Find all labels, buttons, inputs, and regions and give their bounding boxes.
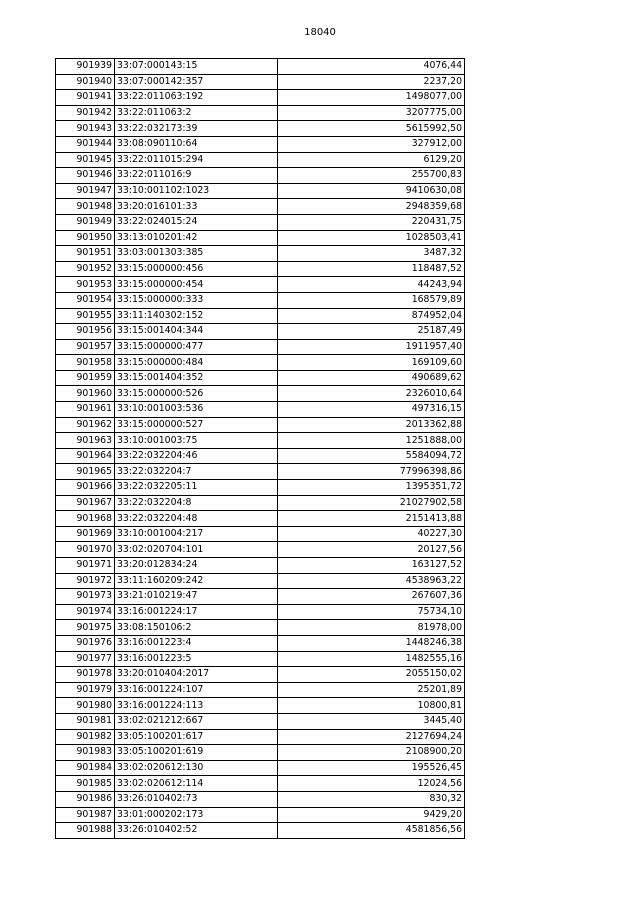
table-row <box>56 308 465 324</box>
cadastral-number-cell: 33:22:011015:294 <box>115 152 278 168</box>
amount-cell: 40227,30 <box>278 526 465 542</box>
row-id-cell: 901983 <box>56 745 115 761</box>
table-row <box>56 199 465 215</box>
amount-cell: 2326010,64 <box>278 386 465 402</box>
table-row <box>56 121 465 137</box>
table-body <box>56 59 465 839</box>
amount-cell: 490689,62 <box>278 370 465 386</box>
row-id-cell: 901959 <box>56 370 115 386</box>
row-id-cell: 901973 <box>56 589 115 605</box>
cadastral-number-cell: 33:08:090110:64 <box>115 136 278 152</box>
table-row <box>56 620 465 636</box>
table-row <box>56 729 465 745</box>
table-row <box>56 823 465 839</box>
cadastral-number-cell: 33:01:000202:173 <box>115 807 278 823</box>
table-row <box>56 480 465 496</box>
table-row <box>56 90 465 106</box>
amount-cell: 2127694,24 <box>278 729 465 745</box>
amount-cell: 267607,36 <box>278 589 465 605</box>
table-row <box>56 261 465 277</box>
row-id-cell: 901971 <box>56 558 115 574</box>
cadastral-number-cell: 33:10:001003:536 <box>115 402 278 418</box>
amount-cell: 2151413,88 <box>278 511 465 527</box>
row-id-cell: 901945 <box>56 152 115 168</box>
row-id-cell: 901956 <box>56 324 115 340</box>
amount-cell: 2237,20 <box>278 74 465 90</box>
table-row <box>56 136 465 152</box>
amount-cell: 2108900,20 <box>278 745 465 761</box>
cadastral-number-cell: 33:16:001223:5 <box>115 651 278 667</box>
cadastral-number-cell: 33:15:000000:484 <box>115 355 278 371</box>
table-row <box>56 745 465 761</box>
row-id-cell: 901958 <box>56 355 115 371</box>
row-id-cell: 901939 <box>56 59 115 75</box>
cadastral-number-cell: 33:13:010201:42 <box>115 230 278 246</box>
cadastral-number-cell: 33:21:010219:47 <box>115 589 278 605</box>
table-row <box>56 292 465 308</box>
amount-cell: 20127,56 <box>278 542 465 558</box>
table-row <box>56 168 465 184</box>
table-row <box>56 604 465 620</box>
row-id-cell: 901978 <box>56 667 115 683</box>
cadastral-number-cell: 33:22:032204:7 <box>115 464 278 480</box>
table-row <box>56 59 465 75</box>
cadastral-number-cell: 33:02:021212:667 <box>115 713 278 729</box>
amount-cell: 4076,44 <box>278 59 465 75</box>
table-row <box>56 355 465 371</box>
cadastral-number-cell: 33:16:001223:4 <box>115 635 278 651</box>
table-row <box>56 324 465 340</box>
row-id-cell: 901948 <box>56 199 115 215</box>
amount-cell: 2055150,02 <box>278 667 465 683</box>
table-row <box>56 573 465 589</box>
amount-cell: 830,32 <box>278 791 465 807</box>
row-id-cell: 901963 <box>56 433 115 449</box>
cadastral-number-cell: 33:15:001404:344 <box>115 324 278 340</box>
cadastral-number-cell: 33:22:011063:192 <box>115 90 278 106</box>
table-row <box>56 682 465 698</box>
cadastral-number-cell: 33:03:001303:385 <box>115 246 278 262</box>
row-id-cell: 901976 <box>56 635 115 651</box>
cadastral-number-cell: 33:02:020612:114 <box>115 776 278 792</box>
amount-cell: 327912,00 <box>278 136 465 152</box>
amount-cell: 1028503,41 <box>278 230 465 246</box>
cadastral-number-cell: 33:26:010402:52 <box>115 823 278 839</box>
table-row <box>56 105 465 121</box>
row-id-cell: 901970 <box>56 542 115 558</box>
amount-cell: 9429,20 <box>278 807 465 823</box>
table-row <box>56 807 465 823</box>
table-row <box>56 776 465 792</box>
table-row <box>56 74 465 90</box>
table-row <box>56 183 465 199</box>
cadastral-number-cell: 33:16:001224:107 <box>115 682 278 698</box>
amount-cell: 5584094,72 <box>278 448 465 464</box>
row-id-cell: 901977 <box>56 651 115 667</box>
table-row <box>56 698 465 714</box>
amount-cell: 25201,89 <box>278 682 465 698</box>
amount-cell: 25187,49 <box>278 324 465 340</box>
row-id-cell: 901980 <box>56 698 115 714</box>
amount-cell: 118487,52 <box>278 261 465 277</box>
amount-cell: 169109,60 <box>278 355 465 371</box>
amount-cell: 255700,83 <box>278 168 465 184</box>
amount-cell: 2948359,68 <box>278 199 465 215</box>
cadastral-number-cell: 33:20:012834:24 <box>115 558 278 574</box>
row-id-cell: 901972 <box>56 573 115 589</box>
amount-cell: 1482555,16 <box>278 651 465 667</box>
amount-cell: 497316,15 <box>278 402 465 418</box>
amount-cell: 163127,52 <box>278 558 465 574</box>
row-id-cell: 901974 <box>56 604 115 620</box>
amount-cell: 4538963,22 <box>278 573 465 589</box>
table-row <box>56 370 465 386</box>
table-row <box>56 339 465 355</box>
cadastral-number-cell: 33:20:010404:2017 <box>115 667 278 683</box>
table-row <box>56 791 465 807</box>
amount-cell: 1448246,38 <box>278 635 465 651</box>
row-id-cell: 901984 <box>56 760 115 776</box>
row-id-cell: 901950 <box>56 230 115 246</box>
table-row <box>56 402 465 418</box>
cadastral-number-cell: 33:16:001224:113 <box>115 698 278 714</box>
row-id-cell: 901979 <box>56 682 115 698</box>
data-table <box>55 58 465 839</box>
table-row <box>56 246 465 262</box>
amount-cell: 77996398,86 <box>278 464 465 480</box>
amount-cell: 220431,75 <box>278 214 465 230</box>
amount-cell: 874952,04 <box>278 308 465 324</box>
row-id-cell: 901987 <box>56 807 115 823</box>
cadastral-number-cell: 33:11:140302:152 <box>115 308 278 324</box>
row-id-cell: 901940 <box>56 74 115 90</box>
cadastral-number-cell: 33:22:024015:24 <box>115 214 278 230</box>
row-id-cell: 901961 <box>56 402 115 418</box>
table-row <box>56 230 465 246</box>
cadastral-number-cell: 33:15:000000:333 <box>115 292 278 308</box>
cadastral-number-cell: 33:22:032173:39 <box>115 121 278 137</box>
row-id-cell: 901949 <box>56 214 115 230</box>
cadastral-number-cell: 33:10:001004:217 <box>115 526 278 542</box>
cadastral-number-cell: 33:16:001224:17 <box>115 604 278 620</box>
amount-cell: 10800,81 <box>278 698 465 714</box>
cadastral-number-cell: 33:15:000000:454 <box>115 277 278 293</box>
row-id-cell: 901946 <box>56 168 115 184</box>
amount-cell: 1498077,00 <box>278 90 465 106</box>
cadastral-number-cell: 33:07:000142:357 <box>115 74 278 90</box>
row-id-cell: 901962 <box>56 417 115 433</box>
row-id-cell: 901965 <box>56 464 115 480</box>
row-id-cell: 901986 <box>56 791 115 807</box>
table-row <box>56 277 465 293</box>
amount-cell: 4581856,56 <box>278 823 465 839</box>
amount-cell: 168579,89 <box>278 292 465 308</box>
row-id-cell: 901954 <box>56 292 115 308</box>
cadastral-number-cell: 33:08:150106:2 <box>115 620 278 636</box>
cadastral-number-cell: 33:07:000143:15 <box>115 59 278 75</box>
cadastral-number-cell: 33:05:100201:619 <box>115 745 278 761</box>
table-row <box>56 713 465 729</box>
row-id-cell: 901967 <box>56 495 115 511</box>
cadastral-number-cell: 33:15:000000:527 <box>115 417 278 433</box>
table-row <box>56 495 465 511</box>
amount-cell: 195526,45 <box>278 760 465 776</box>
row-id-cell: 901988 <box>56 823 115 839</box>
cadastral-number-cell: 33:15:000000:526 <box>115 386 278 402</box>
row-id-cell: 901957 <box>56 339 115 355</box>
row-id-cell: 901941 <box>56 90 115 106</box>
amount-cell: 44243,94 <box>278 277 465 293</box>
row-id-cell: 901942 <box>56 105 115 121</box>
table-row <box>56 386 465 402</box>
amount-cell: 3487,32 <box>278 246 465 262</box>
row-id-cell: 901947 <box>56 183 115 199</box>
row-id-cell: 901964 <box>56 448 115 464</box>
row-id-cell: 901982 <box>56 729 115 745</box>
cadastral-number-cell: 33:22:032204:46 <box>115 448 278 464</box>
table-row <box>56 651 465 667</box>
row-id-cell: 901981 <box>56 713 115 729</box>
amount-cell: 75734,10 <box>278 604 465 620</box>
row-id-cell: 901951 <box>56 246 115 262</box>
cadastral-number-cell: 33:02:020612:130 <box>115 760 278 776</box>
table-row <box>56 448 465 464</box>
cadastral-number-cell: 33:22:032204:48 <box>115 511 278 527</box>
table-row <box>56 589 465 605</box>
row-id-cell: 901953 <box>56 277 115 293</box>
amount-cell: 1395351,72 <box>278 480 465 496</box>
table-row <box>56 526 465 542</box>
table-row <box>56 635 465 651</box>
row-id-cell: 901944 <box>56 136 115 152</box>
cadastral-number-cell: 33:15:000000:456 <box>115 261 278 277</box>
row-id-cell: 901943 <box>56 121 115 137</box>
amount-cell: 5615992,50 <box>278 121 465 137</box>
table-row <box>56 667 465 683</box>
table-row <box>56 152 465 168</box>
amount-cell: 21027902,58 <box>278 495 465 511</box>
amount-cell: 3445,40 <box>278 713 465 729</box>
row-id-cell: 901975 <box>56 620 115 636</box>
cadastral-number-cell: 33:11:160209:242 <box>115 573 278 589</box>
row-id-cell: 901955 <box>56 308 115 324</box>
table-row <box>56 511 465 527</box>
table-row <box>56 417 465 433</box>
table-row <box>56 464 465 480</box>
table-row <box>56 558 465 574</box>
cadastral-number-cell: 33:10:001102:1023 <box>115 183 278 199</box>
amount-cell: 81978,00 <box>278 620 465 636</box>
row-id-cell: 901952 <box>56 261 115 277</box>
cadastral-number-cell: 33:22:032204:8 <box>115 495 278 511</box>
amount-cell: 9410630,08 <box>278 183 465 199</box>
page-number: 18040 <box>304 27 336 38</box>
table-row <box>56 214 465 230</box>
cadastral-number-cell: 33:02:020704:101 <box>115 542 278 558</box>
amount-cell: 1251888,00 <box>278 433 465 449</box>
row-id-cell: 901969 <box>56 526 115 542</box>
table-row <box>56 760 465 776</box>
row-id-cell: 901968 <box>56 511 115 527</box>
cadastral-number-cell: 33:15:000000:477 <box>115 339 278 355</box>
cadastral-number-cell: 33:20:016101:33 <box>115 199 278 215</box>
amount-cell: 12024,56 <box>278 776 465 792</box>
amount-cell: 1911957,40 <box>278 339 465 355</box>
table-row <box>56 433 465 449</box>
row-id-cell: 901966 <box>56 480 115 496</box>
cadastral-number-cell: 33:22:011016:9 <box>115 168 278 184</box>
row-id-cell: 901985 <box>56 776 115 792</box>
table-row <box>56 542 465 558</box>
cadastral-number-cell: 33:15:001404:352 <box>115 370 278 386</box>
amount-cell: 3207775,00 <box>278 105 465 121</box>
cadastral-number-cell: 33:10:001003:75 <box>115 433 278 449</box>
amount-cell: 2013362,88 <box>278 417 465 433</box>
row-id-cell: 901960 <box>56 386 115 402</box>
cadastral-number-cell: 33:26:010402:73 <box>115 791 278 807</box>
amount-cell: 6129,20 <box>278 152 465 168</box>
cadastral-number-cell: 33:22:011063:2 <box>115 105 278 121</box>
cadastral-number-cell: 33:05:100201:617 <box>115 729 278 745</box>
cadastral-number-cell: 33:22:032205:11 <box>115 480 278 496</box>
